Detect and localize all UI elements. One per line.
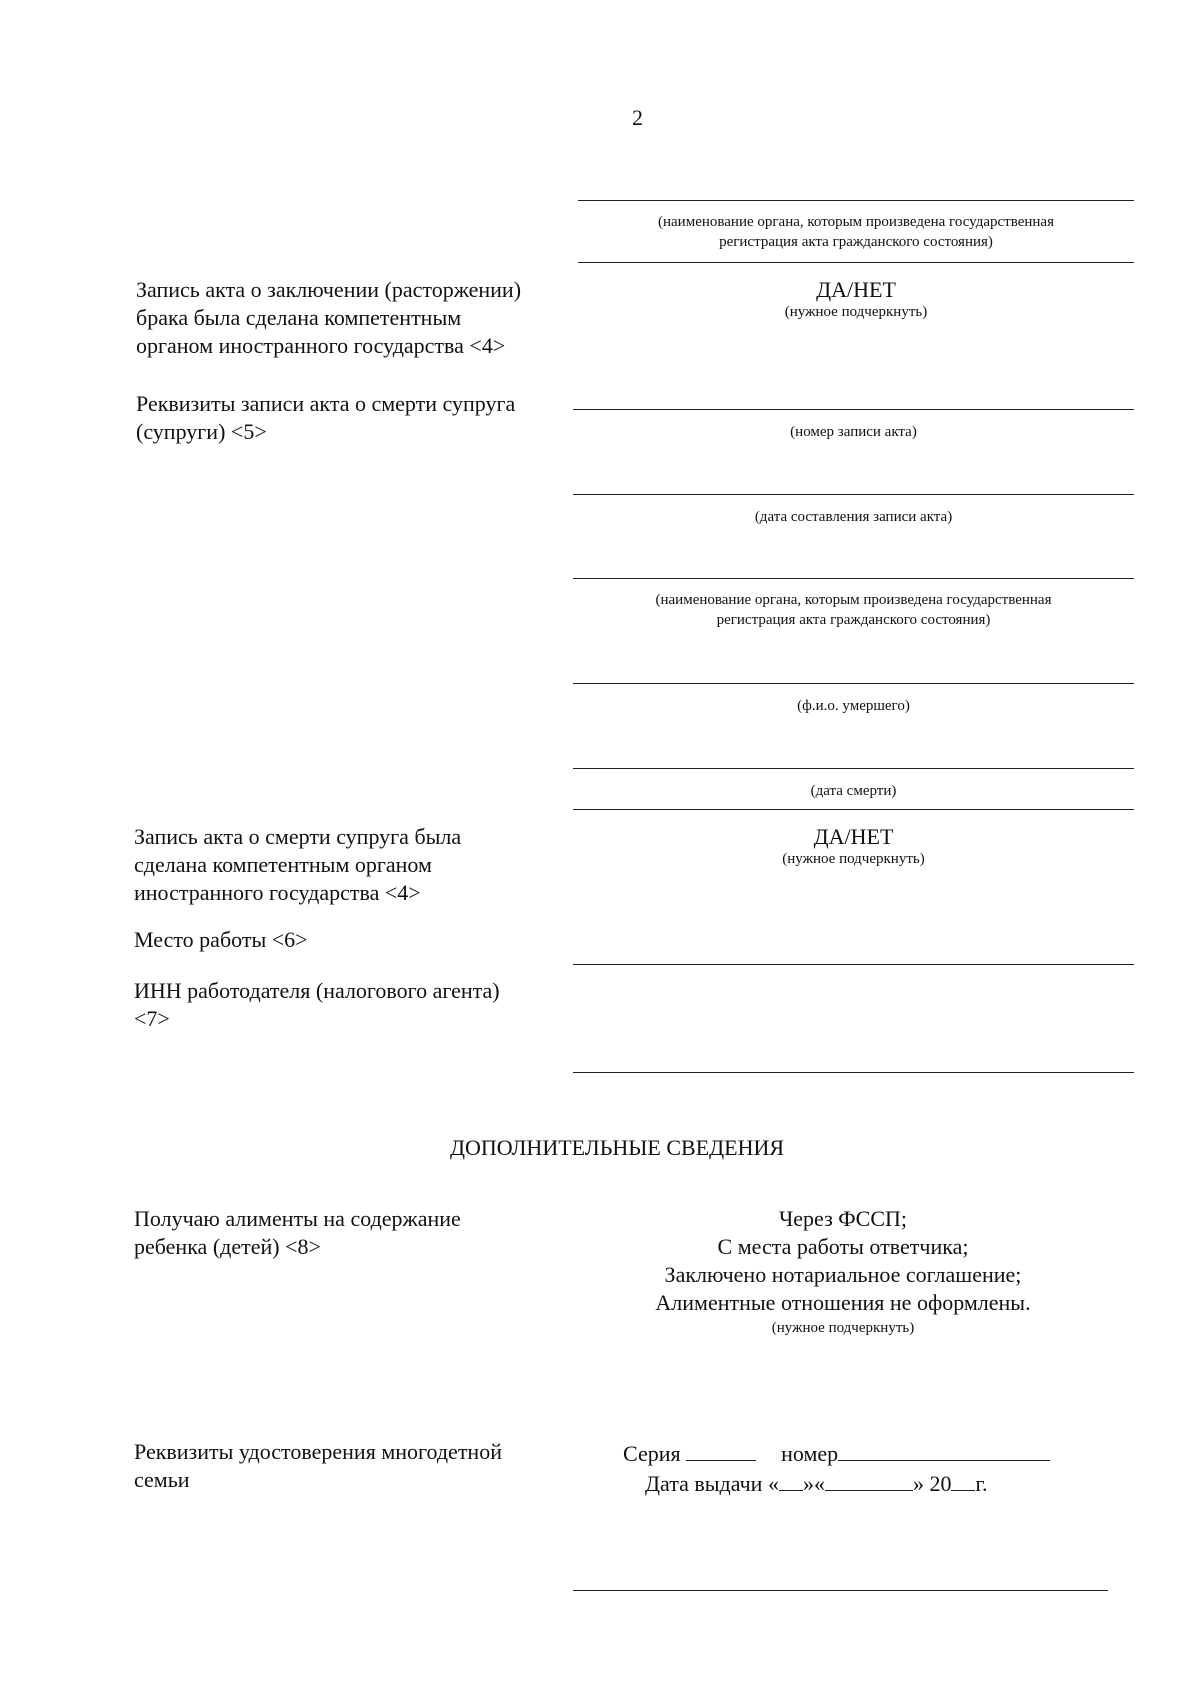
foreign-death-label: Запись акта о смерти супруга была сделана компетентным органом иностранного государства <4> bbox=[134, 824, 462, 905]
death-record-date-caption: (дата составления записи акта) bbox=[754, 509, 953, 525]
foreign-marriage-hint: (нужное подчеркнуть) bbox=[784, 304, 928, 320]
series-label: Серия bbox=[623, 1441, 681, 1466]
divider-line bbox=[578, 262, 1134, 263]
quote-close: » bbox=[912, 1471, 924, 1496]
page-number: 2 bbox=[632, 105, 643, 130]
year-suffix: г. bbox=[975, 1471, 988, 1496]
death-registrar-caption: (наименование органа, которым произведена государственная регистрация акта гражданского состояния) bbox=[655, 592, 1052, 628]
series-field[interactable] bbox=[686, 1438, 756, 1461]
registrar-field-line[interactable] bbox=[578, 200, 1134, 201]
number-label: номер bbox=[781, 1441, 839, 1466]
death-registrar-field[interactable] bbox=[573, 578, 1134, 579]
quote-mid: »« bbox=[802, 1471, 825, 1496]
employer-inn-label: ИНН работодателя (налогового агента) <7> bbox=[134, 978, 500, 1031]
workplace-field[interactable] bbox=[573, 964, 1134, 965]
employer-inn-field[interactable] bbox=[573, 1072, 1134, 1073]
alimony-option[interactable]: Заключено нотариальное соглашение; bbox=[664, 1262, 1022, 1287]
certificate-series-number-row bbox=[623, 1438, 1050, 1468]
death-record-number-field[interactable] bbox=[573, 409, 1134, 410]
divider-line bbox=[573, 809, 1134, 810]
death-record-label: Реквизиты записи акта о смерти супруга (супруги) <5> bbox=[136, 391, 516, 444]
deceased-name-caption: (ф.и.о. умершего) bbox=[797, 698, 910, 714]
large-family-label: Реквизиты удостоверения многодетной семьи bbox=[134, 1439, 502, 1492]
alimony-option[interactable]: Алиментные отношения не оформлены. bbox=[655, 1290, 1031, 1315]
foreign-death-yes-no[interactable]: ДА/НЕТ bbox=[813, 824, 894, 849]
deceased-name-field[interactable] bbox=[573, 683, 1134, 684]
death-record-number-caption: (номер записи акта) bbox=[790, 424, 917, 440]
year-prefix: 20 bbox=[929, 1471, 952, 1496]
number-field[interactable] bbox=[838, 1438, 1050, 1461]
alimony-option[interactable]: Через ФССП; bbox=[778, 1206, 907, 1231]
alimony-hint: (нужное подчеркнуть) bbox=[771, 1320, 915, 1336]
signature-line[interactable] bbox=[573, 1590, 1108, 1591]
alimony-label: Получаю алименты на содержание ребенка (детей) <8> bbox=[134, 1206, 461, 1259]
death-record-date-field[interactable] bbox=[573, 494, 1134, 495]
foreign-marriage-yes-no[interactable]: ДА/НЕТ bbox=[816, 277, 896, 302]
issue-date-row bbox=[645, 1468, 987, 1498]
alimony-options bbox=[578, 1205, 1108, 1317]
issue-day-field[interactable] bbox=[779, 1468, 803, 1491]
quote-open: « bbox=[767, 1471, 779, 1496]
issue-date-label: Дата выдачи bbox=[645, 1471, 763, 1496]
death-date-field[interactable] bbox=[573, 768, 1134, 769]
workplace-label: Место работы <6> bbox=[134, 927, 308, 952]
foreign-marriage-label: Запись акта о заключении (расторжении) брака была сделана компетентным органом иностранного государства <4> bbox=[136, 277, 522, 358]
alimony-option[interactable]: С места работы ответчика; bbox=[717, 1234, 969, 1259]
section-heading: ДОПОЛНИТЕЛЬНЫЕ СВЕДЕНИЯ bbox=[449, 1135, 785, 1160]
issue-month-field[interactable] bbox=[825, 1468, 913, 1491]
death-date-caption: (дата смерти) bbox=[810, 783, 897, 799]
foreign-death-hint: (нужное подчеркнуть) bbox=[782, 851, 925, 867]
issue-year-field[interactable] bbox=[951, 1468, 975, 1491]
registrar-caption: (наименование органа, которым произведена государственная регистрация акта гражданского состояния) bbox=[658, 214, 1054, 250]
